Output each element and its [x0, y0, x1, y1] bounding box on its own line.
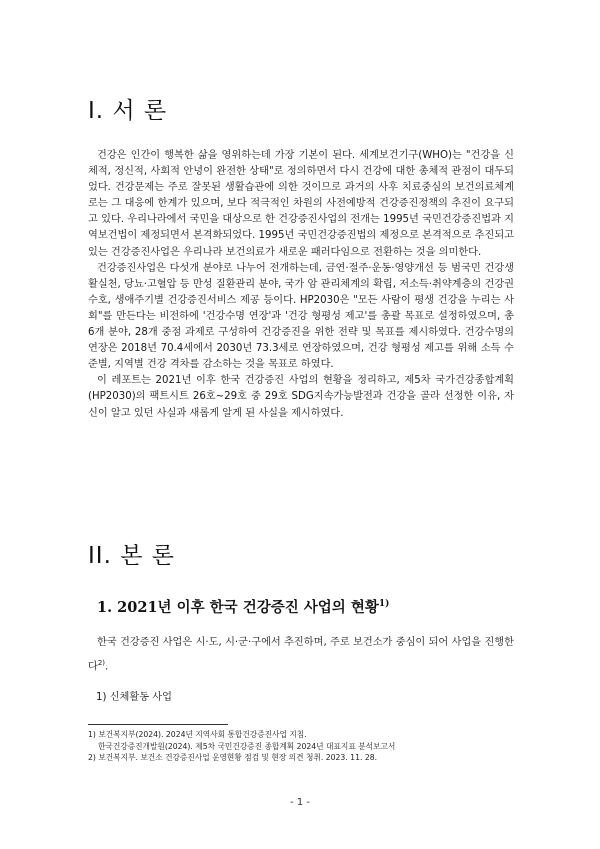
subsection-title	[97, 596, 389, 617]
section2-paragraph-body	[88, 633, 514, 677]
subsection-title-text: 1. 2021년 이후 한국 건강증진 사업의 현황	[97, 599, 379, 616]
section1-paragraph-2: 건강증진사업은 다섯개 분야로 나누어 전개하는데, 금연·절주·운동·영양개선 등 범국민 건강생활실천, 당뇨·고혈압 등 만성 질환관리 분야, 국가 암 관리체계의 확립, 저소득·취약계층의 건강권 수호, 생애주기별 건강증진서비스 제공 등이다. HP2030은 "모든 사람이 평생 건강을 누리는 사회"를 만든다는 비전하에 '건강수명 연장'과 '건강 형평성 제고'를 총괄 목표로 설정하였으며, 총 6개 분야, 28개 중점 과제로 구성하여 건강증진을 위한 전략 및 목표를 제시하였다. 건강수명의 연장은 2018년 70.4세에서 2030년 73.3세로 연장하였으며, 건강 형평성 제고를 위해 소득 수준별, 지역별 건강 격차를 감소하는 것을 목표로 하였다.	[88, 262, 514, 371]
page-number: - 1 -	[290, 797, 310, 808]
section2-paragraph-end: .	[105, 661, 109, 673]
footnote-2: 2) 보건복지부. 보건소 건강증진사업 운영현황 점검 및 현장 의견 청취. 2023. 11. 28.	[88, 753, 378, 763]
footnote-ref-2: 2)	[97, 659, 106, 667]
section2-paragraph	[88, 633, 514, 677]
section1-title: I. 서 론	[88, 98, 168, 124]
section2-title: II. 본 론	[88, 543, 175, 569]
item-title: 1) 신체활동 사업	[96, 692, 172, 703]
section1-body	[88, 148, 514, 422]
footnote-ref-1: 1)	[378, 599, 390, 610]
section2-paragraph-text: 한국 건강증진 사업은 시·도, 시·군·구에서 추진하며, 주로 보건소가 중심이 되어 사업을 진행한다	[88, 637, 514, 673]
footnote-divider	[88, 724, 228, 725]
section1-paragraph-1: 건강은 인간이 행복한 삶을 영위하는데 가장 기본이 된다. 세계보건기구(WHO)는 "건강을 신체적, 정신적, 사회적 안녕이 완전한 상태"로 정의하면서 다시 건강에 대한 총체적 관점이 대두되었다. 건강문제는 주로 잘못된 생활습관에 의한 것이므로 과거의 사후 치료중심의 보건의료체계로는 그 대응에 한계가 있으며, 보다 적극적인 차원의 사전예방적 건강증진정책의 추진이 요구되고 있다. 우리나라에서 국민을 대상으로 한 건강증진사업의 전개는 1995년 국민건강증진법과 지역보건법이 제정되면서 본격화되었다. 1995년 국민건강증진법의 제정으로 본격적으로 추진되고 있는 건강증진사업은 우리나라 보건의료가 새로운 패러다임으로 전환하는 것을 의미한다.	[88, 150, 514, 258]
footnote-1-line-1: 1) 보건복지부(2024). 2024년 지역사회 통합건강증진사업 지침.	[88, 730, 307, 739]
footnote-1-line-2: 한국건강증진개발원(2024). 제5차 국민건강증진 종합계획 2024년 대표지표 분석보고서	[98, 741, 396, 751]
section1-paragraph-3: 이 레포트는 2021년 이후 한국 건강증진 사업의 현황을 정리하고, 제5차 국가건강종합계획(HP2030)의 팩트시트 26호~29호 중 29호 SDG지속가능발전과 건강을 골라 선정한 이유, 자신이 알고 있던 사실과 새롭게 알게 된 사실을 제시하였다.	[88, 375, 514, 419]
footnotes	[88, 729, 518, 764]
